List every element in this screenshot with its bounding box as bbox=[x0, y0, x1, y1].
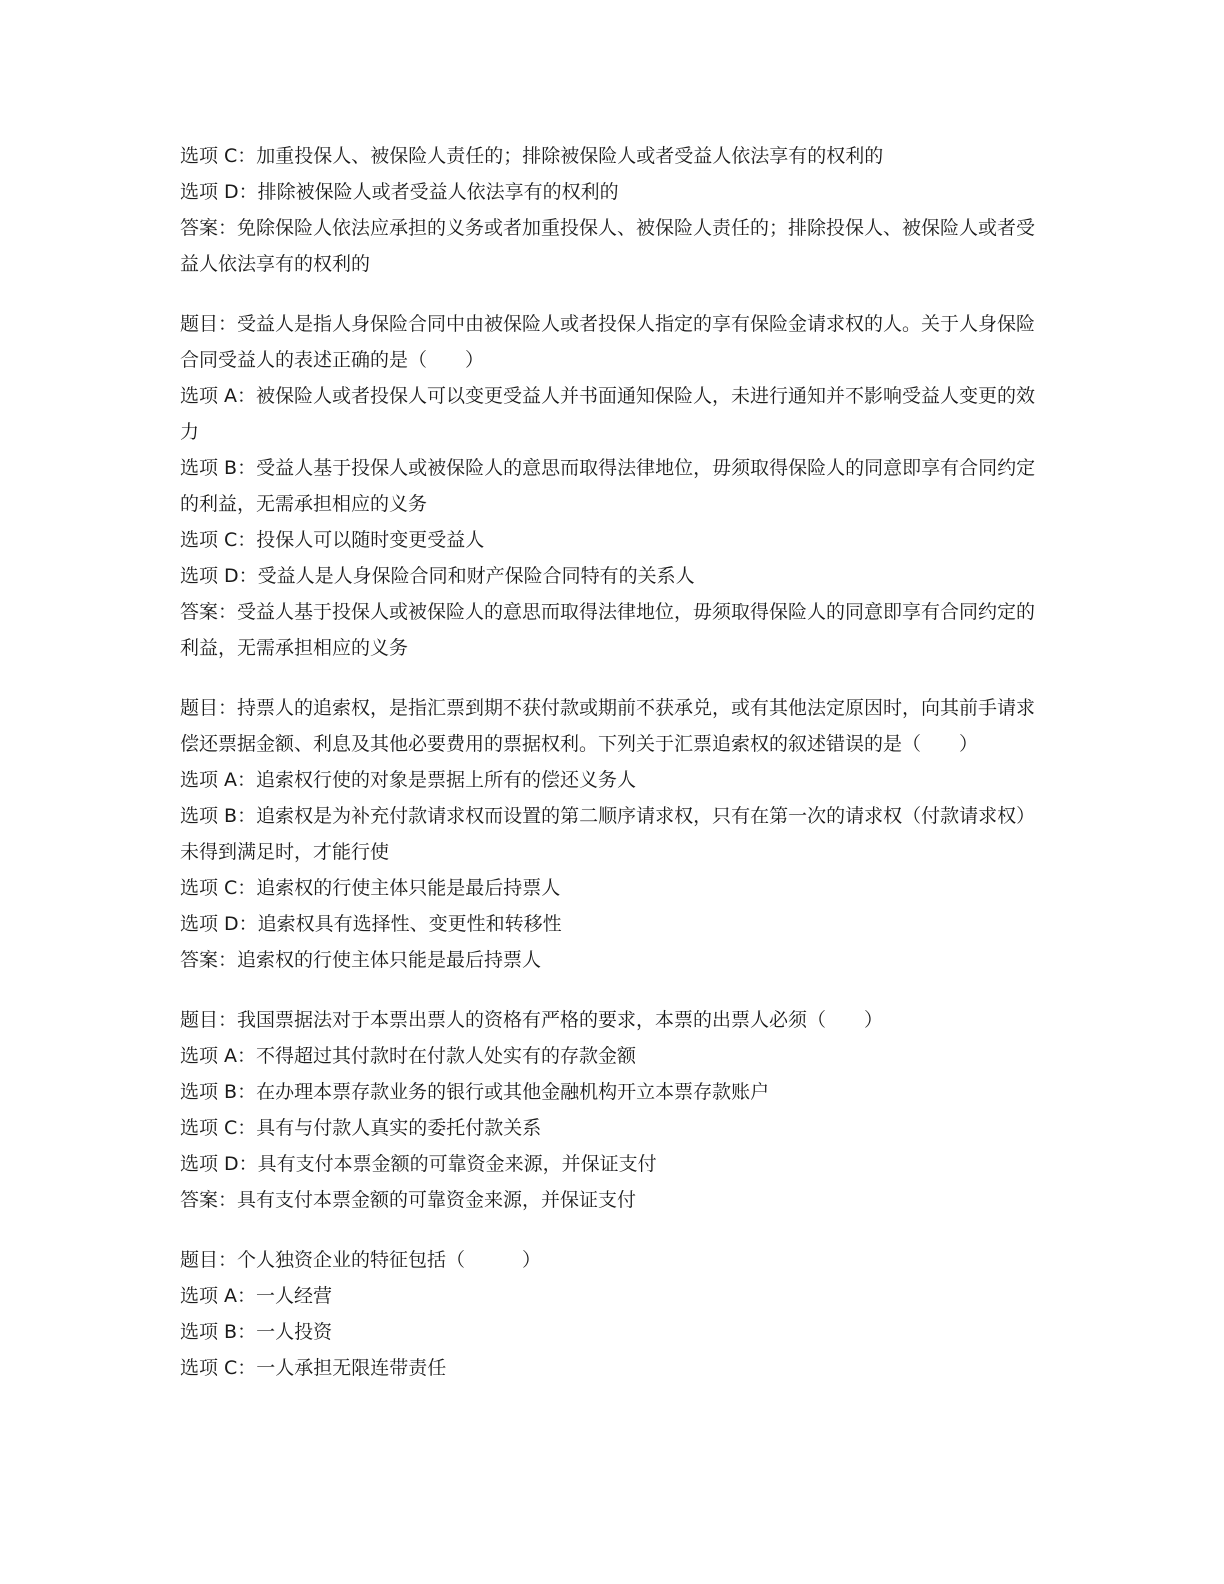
document-page bbox=[180, 138, 1040, 1386]
question-text: 题目：持票人的追索权，是指汇票到期不获付款或期前不获承兑，或有其他法定原因时，向其前手请求偿还票据金额、利息及其他必要费用的票据权利。下列关于汇票追索权的叙述错误的是（ ） bbox=[180, 697, 1036, 755]
block-gap bbox=[180, 978, 1040, 1002]
option-c: 选项 C：加重投保人、被保险人责任的；排除被保险人或者受益人依法享有的权利的 bbox=[180, 145, 884, 167]
option-c: 选项 C：追索权的行使主体只能是最后持票人 bbox=[180, 877, 561, 899]
option-a: 选项 A：不得超过其付款时在付款人处实有的存款金额 bbox=[180, 1045, 637, 1067]
question-text: 题目：我国票据法对于本票出票人的资格有严格的要求，本票的出票人必须（ ） bbox=[180, 1009, 884, 1031]
question-text: 题目：受益人是指人身保险合同中由被保险人或者投保人指定的享有保险金请求权的人。关于人身保险合同受益人的表述正确的是（ ） bbox=[180, 313, 1036, 371]
question-text: 题目：个人独资企业的特征包括（ ） bbox=[180, 1249, 542, 1271]
question-block-3 bbox=[180, 690, 1040, 978]
question-block-1 bbox=[180, 138, 1040, 282]
option-b: 选项 B：受益人基于投保人或被保险人的意思而取得法律地位，毋须取得保险人的同意即享有合同约定的利益，无需承担相应的义务 bbox=[180, 457, 1036, 515]
option-a: 选项 A：被保险人或者投保人可以变更受益人并书面通知保险人，未进行通知并不影响受益人变更的效力 bbox=[180, 385, 1036, 443]
option-a: 选项 A：一人经营 bbox=[180, 1285, 333, 1307]
answer: 答案：受益人基于投保人或被保险人的意思而取得法律地位，毋须取得保险人的同意即享有合同约定的利益，无需承担相应的义务 bbox=[180, 601, 1036, 659]
answer: 答案：免除保险人依法应承担的义务或者加重投保人、被保险人责任的；排除投保人、被保险人或者受益人依法享有的权利的 bbox=[180, 217, 1036, 275]
block-gap bbox=[180, 1218, 1040, 1242]
option-d: 选项 D：追索权具有选择性、变更性和转移性 bbox=[180, 913, 562, 935]
option-c: 选项 C：一人承担无限连带责任 bbox=[180, 1357, 447, 1379]
block-gap bbox=[180, 282, 1040, 306]
option-b: 选项 B：追索权是为补充付款请求权而设置的第二顺序请求权，只有在第一次的请求权（付款请求权）未得到满足时，才能行使 bbox=[180, 805, 1036, 863]
answer: 答案：具有支付本票金额的可靠资金来源，并保证支付 bbox=[180, 1189, 637, 1211]
option-c: 选项 C：投保人可以随时变更受益人 bbox=[180, 529, 485, 551]
question-block-2 bbox=[180, 306, 1040, 666]
option-d: 选项 D：具有支付本票金额的可靠资金来源，并保证支付 bbox=[180, 1153, 657, 1175]
option-d: 选项 D：排除被保险人或者受益人依法享有的权利的 bbox=[180, 181, 619, 203]
option-b: 选项 B：一人投资 bbox=[180, 1321, 333, 1343]
answer: 答案：追索权的行使主体只能是最后持票人 bbox=[180, 949, 542, 971]
question-block-5 bbox=[180, 1242, 1040, 1386]
question-block-4 bbox=[180, 1002, 1040, 1218]
option-c: 选项 C：具有与付款人真实的委托付款关系 bbox=[180, 1117, 542, 1139]
option-d: 选项 D：受益人是人身保险合同和财产保险合同特有的关系人 bbox=[180, 565, 695, 587]
option-b: 选项 B：在办理本票存款业务的银行或其他金融机构开立本票存款账户 bbox=[180, 1081, 770, 1103]
block-gap bbox=[180, 666, 1040, 690]
option-a: 选项 A：追索权行使的对象是票据上所有的偿还义务人 bbox=[180, 769, 637, 791]
